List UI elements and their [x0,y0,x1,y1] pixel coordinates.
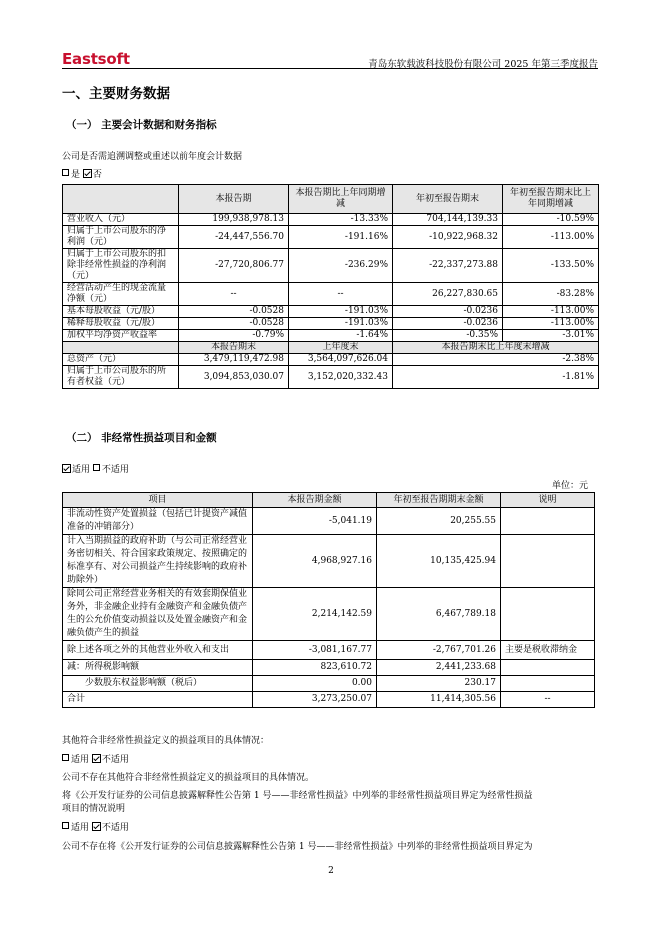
financial-data-table [62,184,599,389]
unchecked-box-icon [62,822,69,829]
table-row: 少数股东权益影响额（税后） 0.00 230.17 [63,676,595,692]
header-divider [62,68,598,69]
note-4: 公司不存在将《公开发行证券的公司信息披露解释性公告第 1 号——非经常性损益》中列举的非经常性损益项目界定为 [62,842,533,852]
table-row: 加权平均净资产收益率 -0.79% -1.64% -0.35% -3.01% [63,330,599,342]
table-row: 计入当期损益的政府补助（与公司正常经营业务密切相关、符合国家政策规定、按照确定的标准享有、对公司损益产生持续影响的政府补助除外） 4,968,927.16 10,135,425.94 [63,535,595,588]
table-row: 总资产（元） 3,479,119,472.98 3,564,097,626.04 -2.38% [63,354,599,366]
note-3-options: 适用 不适用 [62,820,129,833]
company-logo: Eastsoft [62,50,130,68]
table-row: 除上述各项之外的其他营业外收入和支出 -3,081,167.77 -2,767,701.26 主要是税收滞纳金 [63,641,595,660]
table-row: 基本每股收益（元/股） -0.0528 -191.03% -0.0236 -113.00% [63,306,599,318]
checked-box-icon [92,822,101,831]
table-header-row: 本报告期 本报告期比上年同期增减 年初至报告期末 年初至报告期末比上年同期增减 [63,185,599,214]
non-recurring-items-table [62,492,595,708]
table-subheader-row: 本报告期末 上年度末 本报告期末比上年度末增减 [63,342,599,354]
restate-question: 公司是否需追溯调整或重述以前年度会计数据 [62,152,243,162]
unchecked-box-icon [93,464,100,471]
table-row: 归属于上市公司股东的所有者权益（元） 3,094,853,030.07 3,152,020,332.43 -1.81% [63,366,599,389]
subsection-title-1: （一） 主要会计数据和财务指标 [66,119,217,131]
unchecked-box-icon [62,754,69,761]
note-2: 公司不存在其他符合非经常性损益定义的损益项目的具体情况。 [62,773,315,783]
note-1: 其他符合非经常性损益定义的损益项目的具体情况： [62,736,270,746]
table-header-row: 项目 本报告期金额 年初至报告期期末金额 说明 [63,493,595,508]
section-title: 一、主要财务数据 [62,86,170,102]
table-row: 除同公司正常经营业务相关的有效套期保值业务外，非金融企业持有金融资产和金融负债产生的公允价值变动损益以及处置金融资产和金融负债产生的损益 2,214,142.59 6,467,789.18 [63,588,595,641]
table-row: 经营活动产生的现金流量净额（元） -- -- 26,227,830.65 -83.28% [63,283,599,306]
table-row: 归属于上市公司股东的净利润（元） -24,447,556.70 -191.16% -10,922,968.32 -113.00% [63,226,599,249]
applicability-options: 适用 不适用 [62,462,129,475]
checked-box-icon [92,754,101,763]
table-row: 非流动性资产处置损益（包括已计提资产减值准备的冲销部分） -5,041.19 20,255.55 [63,508,595,535]
checked-box-icon [62,464,71,473]
table-row: 营业收入（元） 199,938,978.13 -13.33% 704,144,139.33 -10.59% [63,214,599,226]
page-number: 2 [328,866,334,876]
note-1-options: 适用 不适用 [62,752,129,765]
restate-options: 是 否 [62,167,102,180]
checked-box-icon [83,169,92,178]
unchecked-box-icon [62,169,69,176]
note-3-line-1: 将《公开发行证券的公司信息披露解释性公告第 1 号——非经常性损益》中列举的非经常性损益项目界定为经常性损益 [62,791,533,801]
subsection-title-2: （二） 非经常性损益项目和金额 [66,432,217,444]
note-3-line-2: 项目的情况说明 [62,804,126,814]
unit-label: 单位：元 [551,481,588,491]
table-row: 稀释每股收益（元/股） -0.0528 -191.03% -0.0236 -113.00% [63,318,599,330]
table-total-row: 合计 3,273,250.07 11,414,305.56 -- [63,692,595,708]
table-row: 归属于上市公司股东的扣除非经常性损益的净利润（元） -27,720,806.77 -236.29% -22,337,273.88 -133.50% [63,249,599,283]
table-row: 减：所得税影响额 823,610.72 2,441,233.68 [63,660,595,676]
report-title: 青岛东软载波科技股份有限公司 2025 年第三季度报告 [368,59,598,70]
